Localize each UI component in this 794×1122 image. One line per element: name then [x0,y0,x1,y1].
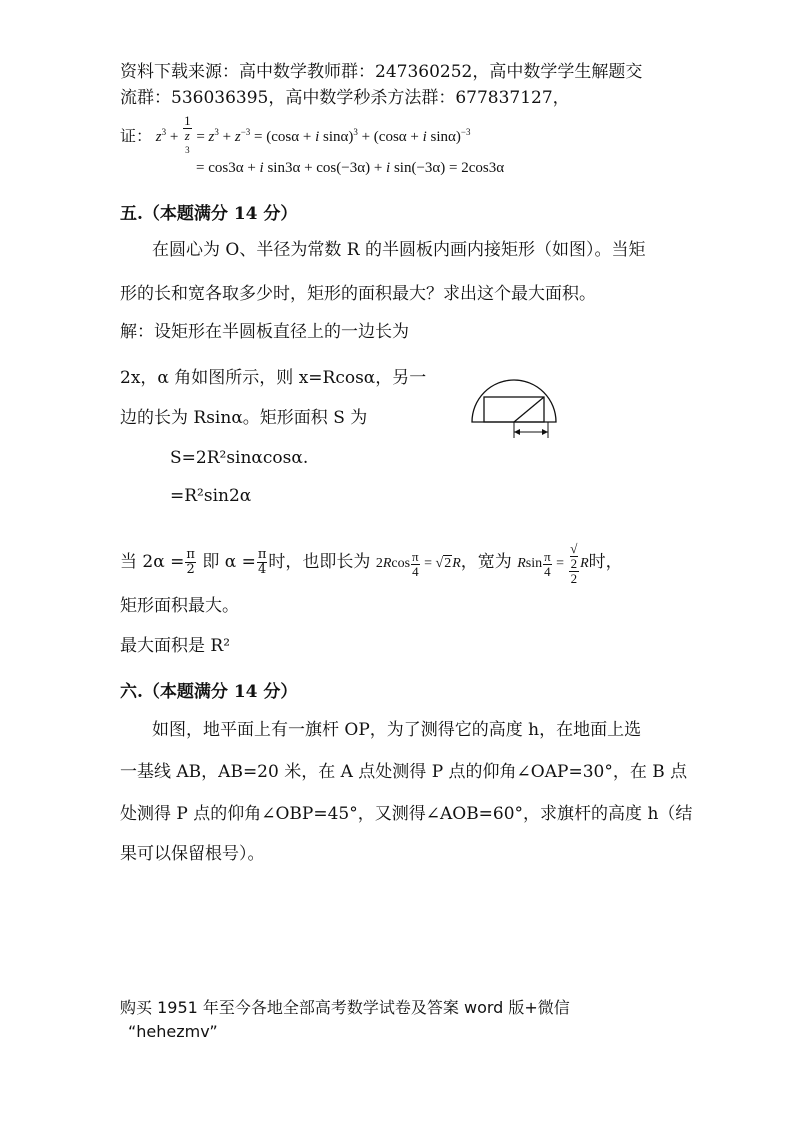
when-prefix: 当 2α = [120,552,185,573]
wide-prefix: ，宽为 [460,552,512,573]
problem5-text-2: 形的长和宽各取多少时，矩形的面积最大？求出这个最大面积。 [120,284,596,304]
optimal-condition-line: 当 2α = $\frac{\pi}{2}$ 即 α = $\frac{\pi}{4}$ 时，也即长为 2Rcos $\frac{\pi}{4}$ = √2R，宽为 Rsin $\frac{\pi}{4}$ = √ 2 2 R时， [120,541,623,586]
problem6-text-4: 果可以保留根号）。 [120,844,265,864]
area-formula-1: S=2R²sinαcosα. [170,448,309,468]
length-expression: 2Rcos $\frac{\pi}{4}$ = √2R [375,548,461,579]
problem6-text-2: 一基线 AB，AB=20 米，在 A 点处测得 P 点的仰角∠OAP=30°，在 B 点 [120,762,688,782]
problem6-text-1: 如图，地平面上有一旗杆 OP，为了测得它的高度 h，在地面上选 [152,720,642,740]
proof-equation-right: = cos3α + i sin3α + cos(−3α) + i sin(−3α) = 2cos3α [196,160,505,176]
semicircle-rectangle-diagram [464,370,564,442]
problem6-heading: 六.（本题满分 14 分） [120,682,298,702]
problem6-text-3: 处测得 P 点的仰角∠OBP=45°，又测得∠AOB=60°，求旗杆的高度 h（结 [120,804,693,824]
problem5-heading: 五.（本题满分 14 分） [120,204,298,224]
footer-line-2: “hehezmv” [128,1022,218,1041]
proof-prefix: 证： [120,126,153,146]
footer-line-1: 购买 1951 年至今各地全部高考数学试卷及答案 word 版+微信 [120,998,570,1017]
header-line-2: 流群：536036395，高中数学秒杀方法群：677837127， [120,88,570,108]
width-expression: Rsin $\frac{\pi}{4}$ = √ 2 2 R [517,541,589,586]
area-formula-2: =R²sin2α [170,486,252,506]
conclusion-line-2: 最大面积是 R² [120,636,231,656]
wide-suffix: 时， [588,552,623,573]
solution-line-2: 2x，α 角如图所示，则 x=Rcosα，另一 [120,368,427,388]
conclusion-line-1: 矩形面积最大。 [120,596,239,616]
when-mid2: 时，也即长为 [268,552,371,573]
proof-equation-left: $z^3$ + 1 z $^3$ = $z^3 + z^{-3} = (\cos\alpha + i$ sinα)$^3$ + (cosα + i sinα)$^{-3}$ [155,113,471,155]
header-line-1: 资料下载来源：高中数学教师群：247360252，高中数学学生解题交 [120,62,643,82]
solution-line-1: 解：设矩形在半圆板直径上的一边长为 [120,322,409,342]
solution-line-3: 边的长为 Rsinα。矩形面积 S 为 [120,408,368,428]
proof-line-1 [120,114,470,162]
when-mid: 即 α = [202,552,256,573]
problem5-text-1: 在圆心为 O、半径为常数 R 的半圆板内画内接矩形（如图）。当矩 [152,240,646,260]
